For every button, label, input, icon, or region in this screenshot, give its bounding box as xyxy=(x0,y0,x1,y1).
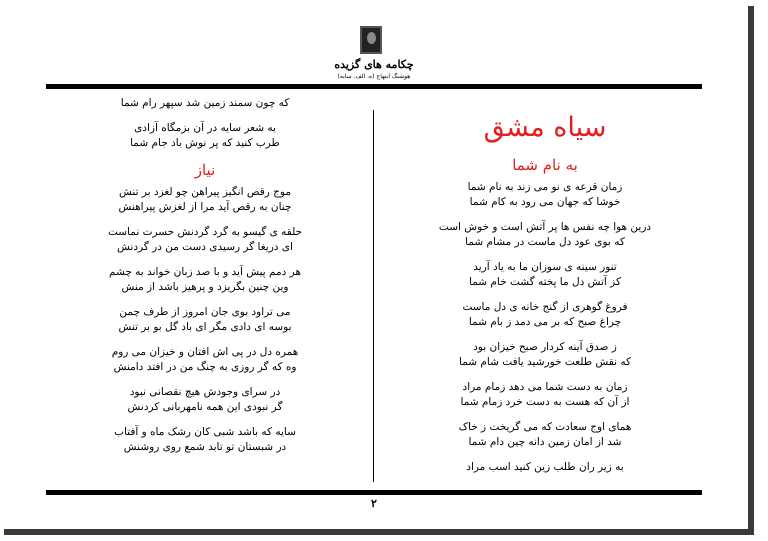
verse-line: فروغ گوهری از گنج خانه ی دل ماست xyxy=(462,301,628,313)
verse-line: چراغ صبح که بر می دمد ز بام شما xyxy=(468,316,622,328)
page-shadow-bottom xyxy=(4,529,754,535)
verse-line: موج رقص انگیز پیراهن چو لغزد بر تنش xyxy=(119,186,291,198)
verse-line: وین چنین بگریزد و پرهیز باشد از منش xyxy=(121,281,289,293)
right-column xyxy=(420,96,670,485)
portrait-image-icon xyxy=(360,26,382,54)
verse-line: طرب کنید که پر نوش باد جام شما xyxy=(130,137,280,149)
stanza xyxy=(80,185,330,215)
verse-line: از آن که هست به دست خرد زمام شما xyxy=(460,396,630,408)
verse-line: شد از امان زمین دانه چین دام شما xyxy=(468,436,622,448)
book-author: هوشنگ ابتهاج (ه. الف. سایه) xyxy=(337,73,411,80)
verse-line: می تراود بوی جان امروز از طرف چمن xyxy=(119,306,291,318)
author-portrait xyxy=(360,26,386,56)
verse-line: بوسه ای دادی مگر ای باد گل بو بر تنش xyxy=(118,321,292,333)
stanza xyxy=(80,225,330,255)
page-shadow-right xyxy=(748,6,754,531)
verse-line: حلقه ی گیسو به گرد گردنش حسرت نماست xyxy=(107,226,303,238)
verse-line: وه که گر روزی به چنگ من در افتد دامنش xyxy=(113,361,297,373)
stanza xyxy=(420,340,670,370)
stanza xyxy=(80,385,330,415)
poem-title: به نام شما xyxy=(512,156,578,174)
verse-line: زمان قرعه ی نو می زند به نام شما xyxy=(467,181,623,193)
verse-line: خوشا که جهان می رود به کام شما xyxy=(469,196,621,208)
verse-line: تنور سینه ی سوزان ما به یاد آرید xyxy=(473,261,617,273)
stanza xyxy=(420,260,670,290)
verse-line: چنان به رقص آید مرا از لغزش پیراهنش xyxy=(118,201,292,213)
stanza xyxy=(80,345,330,375)
verse-line: گر نبودی این همه نامهربانی کردنش xyxy=(127,401,283,413)
bottom-rule xyxy=(46,490,702,495)
verse-line: در شبستان تو تابد شمع روی روشنش xyxy=(123,441,287,453)
verse-line: سایه که باشد شبی کان رشک ماه و آفتاب xyxy=(114,426,296,438)
stanza xyxy=(80,96,330,111)
verse-line: به زیر ران طلب زین کنید اسب مراد xyxy=(466,461,624,473)
verse-line: در سرای وجودش هیچ نقصانی نبود xyxy=(129,386,281,398)
stanza xyxy=(80,305,330,335)
verse-line: به شعر سایه در آن بزمگاه آزادی xyxy=(134,122,276,134)
verse-line: که بوی عود دل ماست در مشام شما xyxy=(465,236,625,248)
stanza xyxy=(80,425,330,455)
stanza xyxy=(420,460,670,475)
page-number: ۲ xyxy=(371,497,377,510)
stanza xyxy=(420,300,670,330)
stanza xyxy=(420,380,670,410)
verse-line: زمان به دست شما می دهد زمام مراد xyxy=(462,381,628,393)
verse-line: ای دریغا گر رسیدی دست من در گردنش xyxy=(117,241,293,253)
collection-title: سیاه مشق xyxy=(483,112,607,143)
book-title: چکامه های گزیده xyxy=(334,58,414,71)
left-column xyxy=(80,96,330,465)
stanza xyxy=(80,265,330,295)
column-divider xyxy=(373,110,374,482)
verse-line: کز آتش دل ما پخته گشت خام شما xyxy=(469,276,621,288)
verse-line: درین هوا چه نفس ها پر آتش است و خوش است xyxy=(438,221,652,233)
stanza xyxy=(80,121,330,151)
verse-line: ز صدق آینه کردار صبح خیزان بود xyxy=(473,341,617,353)
top-rule xyxy=(46,84,702,89)
verse-line: همای اوج سعادت که می گریخت ز خاک xyxy=(458,421,632,433)
stanza xyxy=(420,180,670,210)
stanza xyxy=(420,420,670,450)
poem-title: نیاز xyxy=(194,161,216,179)
verse-line: که چون سمند زمین شد سپهر رام شما xyxy=(120,97,290,109)
stanza xyxy=(420,220,670,250)
verse-line: که نقش طلعت خورشید یافت شام شما xyxy=(459,356,631,368)
verse-line: همره دل در پی اش افتان و خیزان می روم xyxy=(111,346,299,358)
verse-line: هر دمم پیش آید و با صد زبان خواند به چشم xyxy=(108,266,301,278)
